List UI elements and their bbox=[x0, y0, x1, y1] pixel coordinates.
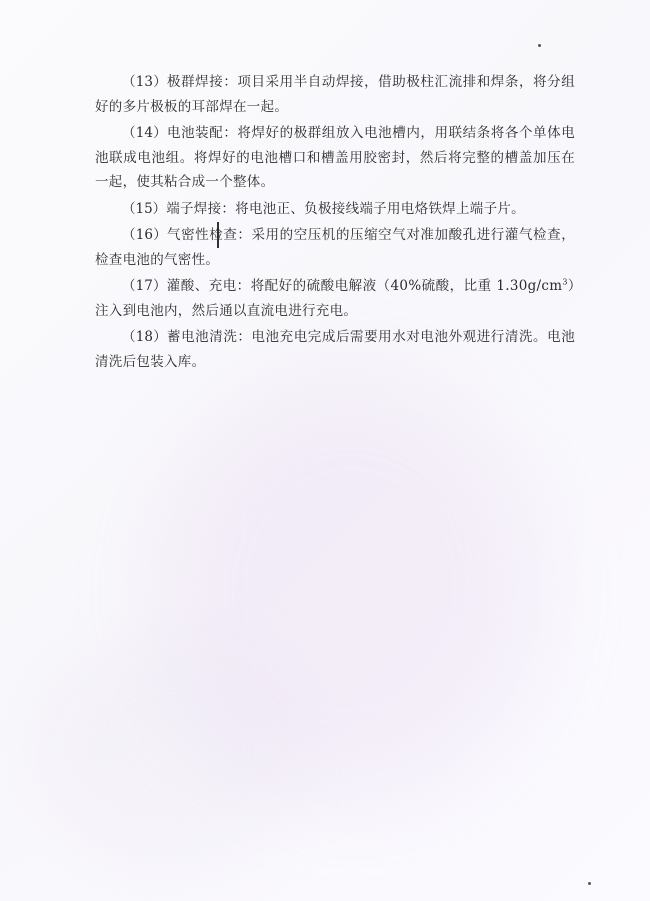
item-number: （16） bbox=[122, 227, 168, 243]
item-number: （13） bbox=[122, 74, 168, 90]
paragraph-text: 电池装配：将焊好的极群组放入电池槽内，用联结条将各个单体电池联成电池组。将焊好的电池槽口和槽盖用胶密封，然后将完整的槽盖加压在一起，使其粘合成一个整体。 bbox=[95, 125, 575, 190]
paragraph-text: ）注入到电池内，然后通以直流电进行充电。 bbox=[95, 278, 575, 319]
paragraph-text: 端子焊接：将电池正、负极接线端子用电烙铁焊上端子片。 bbox=[166, 200, 525, 217]
item-number: （17） bbox=[122, 278, 167, 294]
paragraph-16 bbox=[95, 223, 575, 272]
item-number: （14） bbox=[122, 125, 168, 141]
paragraph-15 bbox=[95, 197, 575, 222]
paragraph-18 bbox=[95, 325, 575, 374]
item-number: （15） bbox=[122, 200, 167, 217]
paragraph-text: 极群焊接：项目采用半自动焊接，借助极柱汇流排和焊条，将分组好的多片极板的耳部焊在一起。 bbox=[95, 74, 575, 115]
paragraph-text: 灌酸、充电：将配好的硫酸电解液（40%硫酸，比重 1.30g/cm bbox=[166, 278, 563, 294]
paper-tint bbox=[160, 380, 540, 800]
paragraph-13 bbox=[95, 70, 575, 119]
paragraph-text: 气密性检查：采用的空压机的压缩空气对准加酸孔进行灌气检查，检查电池的气密性。 bbox=[95, 227, 575, 268]
paragraph-text: 蓄电池清洗：电池充电完成后需要用水对电池外观进行清洗。电池清洗后包装入库。 bbox=[95, 329, 575, 370]
paragraph-17 bbox=[95, 274, 575, 323]
item-number: （18） bbox=[122, 329, 168, 345]
scan-speck bbox=[538, 44, 541, 47]
superscript: 3 bbox=[562, 277, 568, 287]
paper-tint bbox=[40, 640, 300, 860]
scan-speck bbox=[588, 882, 591, 885]
paragraph-14 bbox=[95, 121, 575, 195]
document-body bbox=[95, 70, 575, 376]
